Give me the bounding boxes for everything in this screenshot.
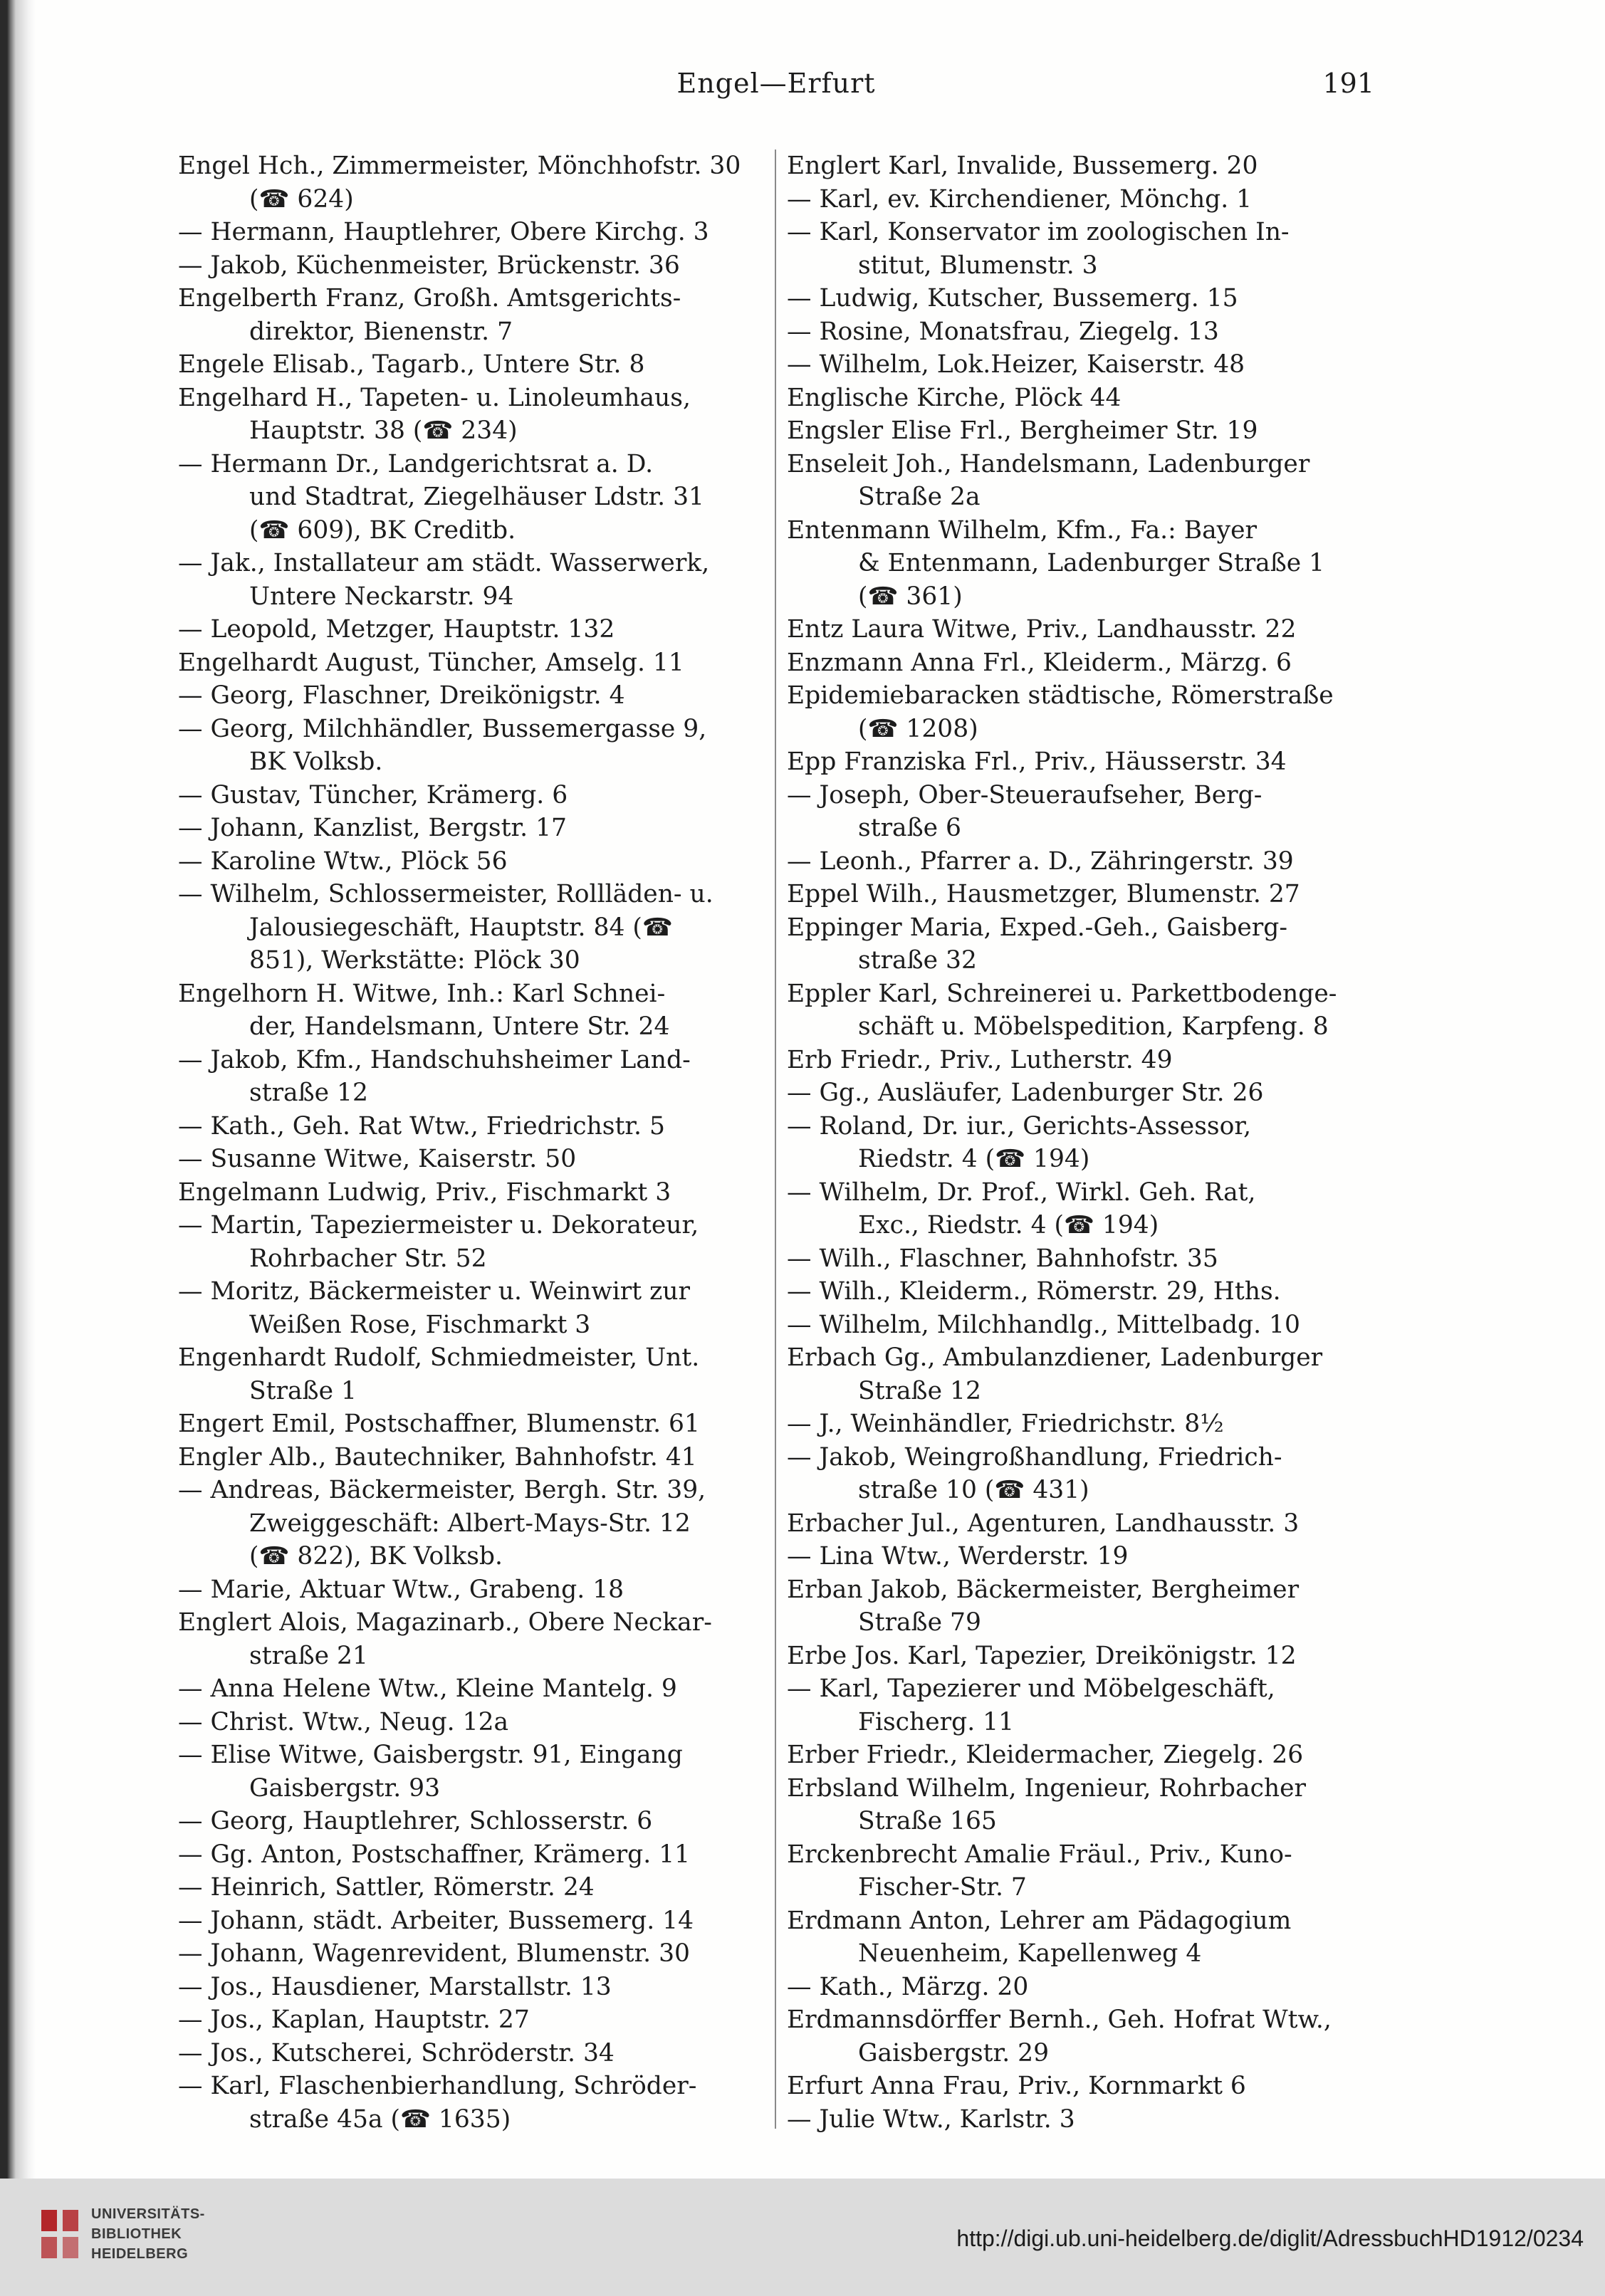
directory-entry-line: Entz Laura Witwe, Priv., Landhausstr. 22	[787, 615, 1297, 644]
directory-entry-line: — Kath., Märzg. 20	[787, 1972, 1029, 2001]
directory-entry-line: — Jak., Installateur am städt. Wasserwerk,	[178, 549, 710, 577]
directory-entry-line: — Ludwig, Kutscher, Bussemerg. 15	[787, 284, 1238, 313]
directory-entry-line: — Jos., Hausdiener, Marstallstr. 13	[178, 1972, 612, 2001]
directory-entry-line: Straße 2a	[858, 483, 981, 511]
directory-entry-line: — Joseph, Ober-Steueraufseher, Berg-	[787, 780, 1262, 809]
directory-entry-line: — Karoline Wtw., Plöck 56	[178, 846, 508, 876]
book-spine-shadow	[0, 0, 36, 2179]
directory-entry-line: (☎ 609), BK Creditb.	[249, 515, 516, 545]
page-title: Engel—Erfurt	[676, 68, 876, 99]
directory-entry-line: Epp Franziska Frl., Priv., Häusserstr. 34	[787, 748, 1287, 776]
directory-entry-line: Straße 1	[249, 1376, 357, 1405]
directory-entry-line: — Wilh., Flaschner, Bahnhofstr. 35	[787, 1244, 1218, 1273]
directory-entry-line: — Jakob, Küchenmeister, Brückenstr. 36	[178, 251, 680, 280]
directory-entry-line: — Gg., Ausläufer, Ladenburger Str. 26	[787, 1079, 1264, 1107]
directory-entry-line: straße 6	[858, 814, 962, 842]
directory-entry-line: Straße 165	[858, 1807, 997, 1835]
directory-entry-line: Zweiggeschäft: Albert-Mays-Str. 12	[249, 1509, 691, 1538]
directory-entry-line: Erbsland Wilhelm, Ingenieur, Rohrbacher	[787, 1773, 1307, 1803]
directory-entry-line: — Rosine, Monatsfrau, Ziegelg. 13	[787, 317, 1219, 346]
directory-entry-line: — Gg. Anton, Postschaffner, Krämerg. 11	[178, 1840, 691, 1869]
directory-entry-line: Engenhardt Rudolf, Schmiedmeister, Unt.	[178, 1343, 700, 1372]
directory-entry-line: Untere Neckarstr. 94	[249, 582, 514, 611]
directory-entry-line: — Christ. Wtw., Neug. 12a	[178, 1707, 509, 1736]
directory-entry-line: schäft u. Möbelspedition, Karpfeng. 8	[858, 1012, 1329, 1041]
directory-entry-line: — Heinrich, Sattler, Römerstr. 24	[178, 1873, 595, 1902]
directory-entry-line: — Wilh., Kleiderm., Römerstr. 29, Hths.	[787, 1277, 1281, 1306]
directory-entry-line: Enseleit Joh., Handelsmann, Ladenburger	[787, 449, 1310, 478]
directory-entry-line: — Karl, ev. Kirchendiener, Mönchg. 1	[787, 184, 1253, 214]
directory-entry-line: — J., Weinhändler, Friedrichstr. 8½	[787, 1410, 1224, 1438]
directory-entry-line: — Martin, Tapeziermeister u. Dekorateur,	[178, 1211, 699, 1239]
directory-entry-line: Erber Friedr., Kleidermacher, Ziegelg. 26	[787, 1741, 1304, 1769]
directory-entry-line: Gaisbergstr. 29	[858, 2038, 1050, 2067]
directory-entry-line: Erbach Gg., Ambulanzdiener, Ladenburger	[787, 1343, 1323, 1372]
directory-entry-line: der, Handelsmann, Untere Str. 24	[249, 1012, 670, 1041]
directory-entry-line: — Moritz, Bäckermeister u. Weinwirt zur	[178, 1277, 690, 1306]
logo-line-1: UNIVERSITÄTS-	[91, 2206, 205, 2222]
directory-entry-line: (☎ 361)	[858, 582, 963, 611]
directory-entry-line: — Johann, städt. Arbeiter, Bussemerg. 14	[178, 1906, 694, 1935]
directory-entry-line: Erbe Jos. Karl, Tapezier, Dreikönigstr. 12	[787, 1641, 1297, 1670]
directory-entry-line: Englert Alois, Magazinarb., Obere Neckar-	[178, 1608, 712, 1637]
column-divider	[775, 150, 776, 2129]
directory-entry-line: Engelmann Ludwig, Priv., Fischmarkt 3	[178, 1178, 671, 1207]
page-number: 191	[1322, 68, 1374, 99]
directory-entry-line: Neuenheim, Kapellenweg 4	[858, 1939, 1202, 1968]
directory-entry-line: 851), Werkstätte: Plöck 30	[249, 946, 580, 975]
library-logo-text	[91, 2204, 205, 2264]
directory-entry-line: BK Volksb.	[249, 748, 383, 776]
directory-entry-line: Erdmannsdörffer Bernh., Geh. Hofrat Wtw.,	[787, 2006, 1332, 2034]
directory-entry-line: — Marie, Aktuar Wtw., Grabeng. 18	[178, 1575, 624, 1604]
directory-entry-line: — Leopold, Metzger, Hauptstr. 132	[178, 615, 615, 644]
directory-entry-line: Engelberth Franz, Großh. Amtsgerichts-	[178, 284, 681, 313]
library-logo-icon	[36, 2207, 85, 2264]
directory-entry-line: — Lina Wtw., Werderstr. 19	[787, 1542, 1129, 1571]
directory-entry-line: — Johann, Kanzlist, Bergstr. 17	[178, 814, 567, 842]
directory-entry-line: Engelhard H., Tapeten- u. Linoleumhaus,	[178, 383, 691, 412]
directory-entry-line: straße 10 (☎ 431)	[858, 1476, 1089, 1504]
directory-entry-line: — Karl, Flaschenbierhandlung, Schröder-	[178, 2072, 697, 2100]
directory-entry-line: Erfurt Anna Frau, Priv., Kornmarkt 6	[787, 2072, 1246, 2100]
directory-entry-line: und Stadtrat, Ziegelhäuser Ldstr. 31	[249, 483, 705, 511]
logo-line-3: HEIDELBERG	[91, 2246, 189, 2262]
directory-entry-line: Exc., Riedstr. 4 (☎ 194)	[858, 1211, 1159, 1239]
directory-entry-line: — Jos., Kaplan, Hauptstr. 27	[178, 2006, 530, 2034]
directory-entry-line: — Jakob, Weingroßhandlung, Friedrich-	[787, 1442, 1282, 1472]
directory-entry-line: — Jos., Kutscherei, Schröderstr. 34	[178, 2038, 615, 2067]
directory-entry-line: — Wilhelm, Schlossermeister, Rollläden- u.	[178, 880, 713, 908]
directory-entry-line: (☎ 822), BK Volksb.	[249, 1542, 503, 1571]
directory-entry-line: Engelhardt August, Tüncher, Amselg. 11	[178, 648, 684, 677]
directory-entry-line: Eppinger Maria, Exped.-Geh., Gaisberg-	[787, 913, 1288, 942]
page-header	[178, 68, 1374, 110]
directory-entry-line: Enzmann Anna Frl., Kleiderm., Märzg. 6	[787, 648, 1292, 677]
directory-entry-line: direktor, Bienenstr. 7	[249, 317, 513, 346]
directory-entry-line: Erbacher Jul., Agenturen, Landhausstr. 3	[787, 1509, 1300, 1538]
directory-entry-line: Engert Emil, Postschaffner, Blumenstr. 61	[178, 1410, 700, 1438]
directory-entry-line: — Johann, Wagenrevident, Blumenstr. 30	[178, 1939, 690, 1968]
directory-entry-line: Engele Elisab., Tagarb., Untere Str. 8	[178, 350, 645, 379]
directory-entry-line: — Elise Witwe, Gaisbergstr. 91, Eingang	[178, 1741, 683, 1769]
directory-entry-line: — Roland, Dr. iur., Gerichts-Assessor,	[787, 1111, 1252, 1141]
directory-entry-line: Erban Jakob, Bäckermeister, Bergheimer	[787, 1575, 1300, 1604]
directory-entry-line: — Georg, Milchhändler, Bussemergasse 9,	[178, 714, 707, 743]
directory-entry-line: — Susanne Witwe, Kaiserstr. 50	[178, 1145, 577, 1173]
directory-entry-line: straße 45a (☎ 1635)	[249, 2104, 511, 2134]
directory-entry-line: Epidemiebaracken städtische, Römerstraße	[787, 681, 1334, 710]
directory-entry-line: stitut, Blumenstr. 3	[858, 251, 1098, 280]
directory-entry-line: Fischerg. 11	[858, 1707, 1015, 1736]
directory-entry-line: Weißen Rose, Fischmarkt 3	[249, 1310, 591, 1339]
directory-entry-line: — Hermann Dr., Landgerichtsrat a. D.	[178, 449, 654, 478]
directory-entry-line: (☎ 624)	[249, 184, 354, 214]
footer-bar	[0, 2179, 1605, 2296]
directory-entry-line: Fischer-Str. 7	[858, 1873, 1027, 1902]
directory-entry-line: — Andreas, Bäckermeister, Bergh. Str. 39,	[178, 1476, 706, 1504]
directory-entry-line: Engelhorn H. Witwe, Inh.: Karl Schnei-	[178, 979, 666, 1008]
directory-entry-line: Engler Alb., Bautechniker, Bahnhofstr. 41	[178, 1442, 697, 1472]
directory-entry-line: — Wilhelm, Dr. Prof., Wirkl. Geh. Rat,	[787, 1178, 1256, 1207]
directory-entry-line: — Julie Wtw., Karlstr. 3	[787, 2104, 1075, 2134]
directory-entry-line: Straße 12	[858, 1376, 981, 1405]
directory-entry-line: Engel Hch., Zimmermeister, Mönchhofstr. 30	[178, 152, 741, 180]
directory-entry-line: — Jakob, Kfm., Handschuhsheimer Land-	[178, 1045, 691, 1074]
directory-entry-line: — Georg, Flaschner, Dreikönigstr. 4	[178, 681, 625, 710]
directory-entry-line: Straße 79	[858, 1608, 981, 1637]
directory-entry-line: — Wilhelm, Lok.Heizer, Kaiserstr. 48	[787, 350, 1245, 379]
directory-entry-line: — Karl, Konservator im zoologischen In-	[787, 218, 1290, 246]
directory-entry-line: — Gustav, Tüncher, Krämerg. 6	[178, 780, 568, 809]
directory-entry-line: Erb Friedr., Priv., Lutherstr. 49	[787, 1045, 1173, 1074]
directory-entry-line: straße 12	[249, 1079, 368, 1107]
directory-entry-line: Hauptstr. 38 (☎ 234)	[249, 416, 518, 445]
directory-entry-line: & Entenmann, Ladenburger Straße 1	[858, 549, 1325, 577]
directory-entry-line: — Georg, Hauptlehrer, Schlosserstr. 6	[178, 1807, 653, 1835]
directory-entry-line: straße 21	[249, 1641, 368, 1670]
directory-entry-line: Gaisbergstr. 93	[249, 1773, 441, 1803]
directory-entry-line: Rohrbacher Str. 52	[249, 1244, 487, 1273]
directory-entry-line: Englert Karl, Invalide, Bussemerg. 20	[787, 152, 1258, 180]
directory-entry-line: Engsler Elise Frl., Bergheimer Str. 19	[787, 416, 1258, 445]
directory-entry-line: — Hermann, Hauptlehrer, Obere Kirchg. 3	[178, 218, 709, 246]
left-column	[178, 150, 769, 2136]
directory-entry-line: Riedstr. 4 (☎ 194)	[858, 1145, 1090, 1173]
directory-entry-line: Eppler Karl, Schreinerei u. Parkettbodenge-	[787, 979, 1337, 1008]
directory-entry-line: Entenmann Wilhelm, Kfm., Fa.: Bayer	[787, 515, 1258, 545]
directory-entry-line: — Karl, Tapezierer und Möbelgeschäft,	[787, 1674, 1275, 1703]
directory-entry-line: — Wilhelm, Milchhandlg., Mittelbadg. 10	[787, 1310, 1300, 1339]
directory-entry-line: — Leonh., Pfarrer a. D., Zähringerstr. 39	[787, 846, 1294, 876]
directory-entry-line: Eppel Wilh., Hausmetzger, Blumenstr. 27	[787, 880, 1300, 908]
directory-entry-line: — Anna Helene Wtw., Kleine Mantelg. 9	[178, 1674, 677, 1703]
directory-entry-line: Jalousiegeschäft, Hauptstr. 84 (☎	[249, 913, 673, 942]
logo-line-2: BIBLIOTHEK	[91, 2226, 182, 2242]
directory-entry-line: — Kath., Geh. Rat Wtw., Friedrichstr. 5	[178, 1111, 665, 1141]
right-column	[787, 150, 1378, 2136]
directory-entry-line: (☎ 1208)	[858, 714, 978, 743]
directory-entry-line: Erdmann Anton, Lehrer am Pädagogium	[787, 1906, 1292, 1935]
directory-entry-line: straße 32	[858, 946, 977, 975]
source-url[interactable]: http://digi.ub.uni-heidelberg.de/diglit/AdressbuchHD1912/0234	[956, 2226, 1584, 2251]
directory-entry-line: Erckenbrecht Amalie Fräul., Priv., Kuno-	[787, 1840, 1292, 1869]
directory-entry-line: Englische Kirche, Plöck 44	[787, 383, 1122, 412]
